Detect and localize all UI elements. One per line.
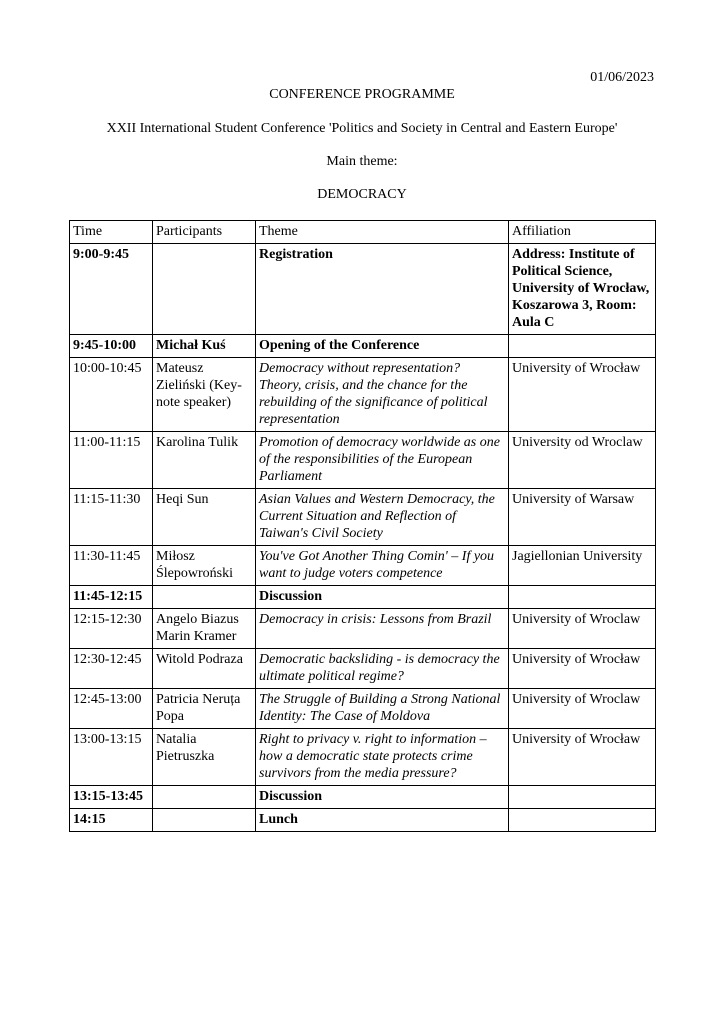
row-time: 14:15 bbox=[70, 809, 153, 832]
table-row bbox=[70, 689, 656, 729]
row-theme: Lunch bbox=[256, 809, 509, 832]
row-affiliation bbox=[509, 586, 656, 609]
row-participants: Patricia Neruța Popa bbox=[153, 689, 256, 729]
row-theme: Registration bbox=[256, 244, 509, 335]
row-theme: Democracy without representation? Theory, crisis, and the chance for the rebuilding of the significance of political representation bbox=[256, 358, 509, 432]
row-time: 9:45-10:00 bbox=[70, 335, 153, 358]
row-time: 13:15-13:45 bbox=[70, 786, 153, 809]
header-participants: Participants bbox=[153, 221, 256, 244]
row-affiliation: University of Wrocław bbox=[509, 729, 656, 786]
row-affiliation: Jagiellonian University bbox=[509, 546, 656, 586]
row-affiliation bbox=[509, 809, 656, 832]
row-theme: The Struggle of Building a Strong National Identity: The Case of Moldova bbox=[256, 689, 509, 729]
document-title: CONFERENCE PROGRAMME bbox=[269, 87, 455, 102]
row-time: 12:15-12:30 bbox=[70, 609, 153, 649]
main-theme-label: Main theme: bbox=[326, 154, 398, 169]
row-participants: Miłosz Ślepowroński bbox=[153, 546, 256, 586]
table-row bbox=[70, 609, 656, 649]
row-theme: Promotion of democracy worldwide as one of the responsibilities of the European Parliament bbox=[256, 432, 509, 489]
row-affiliation: University of Warsaw bbox=[509, 489, 656, 546]
conference-name: XXII International Student Conference 'Politics and Society in Central and Eastern Europe' bbox=[106, 121, 618, 136]
table-row bbox=[70, 432, 656, 489]
row-participants bbox=[153, 786, 256, 809]
row-time: 12:45-13:00 bbox=[70, 689, 153, 729]
row-participants bbox=[153, 809, 256, 832]
row-time: 11:45-12:15 bbox=[70, 586, 153, 609]
table-row bbox=[70, 546, 656, 586]
table-header-row bbox=[70, 221, 656, 244]
header-time: Time bbox=[70, 221, 153, 244]
row-affiliation: University of Wrocław bbox=[509, 358, 656, 432]
row-time: 11:30-11:45 bbox=[70, 546, 153, 586]
row-time: 11:15-11:30 bbox=[70, 489, 153, 546]
row-time: 13:00-13:15 bbox=[70, 729, 153, 786]
row-affiliation bbox=[509, 786, 656, 809]
row-participants bbox=[153, 586, 256, 609]
row-participants bbox=[153, 244, 256, 335]
row-participants: Heqi Sun bbox=[153, 489, 256, 546]
row-time: 12:30-12:45 bbox=[70, 649, 153, 689]
table-row bbox=[70, 335, 656, 358]
main-theme: DEMOCRACY bbox=[317, 187, 407, 202]
row-theme: Democratic backsliding - is democracy the ultimate political regime? bbox=[256, 649, 509, 689]
table-row bbox=[70, 358, 656, 432]
row-affiliation: University of Wrocław bbox=[509, 649, 656, 689]
row-affiliation: University of Wroclaw bbox=[509, 609, 656, 649]
row-time: 9:00-9:45 bbox=[70, 244, 153, 335]
table-row bbox=[70, 244, 656, 335]
row-participants: Karolina Tulik bbox=[153, 432, 256, 489]
table-row bbox=[70, 649, 656, 689]
row-time: 11:00-11:15 bbox=[70, 432, 153, 489]
row-participants: Natalia Pietruszka bbox=[153, 729, 256, 786]
row-participants: Angelo Biazus Marin Kramer bbox=[153, 609, 256, 649]
table-row bbox=[70, 786, 656, 809]
table-row bbox=[70, 489, 656, 546]
row-participants: Michał Kuś bbox=[153, 335, 256, 358]
header-affiliation: Affiliation bbox=[509, 221, 656, 244]
row-participants: Witold Podraza bbox=[153, 649, 256, 689]
row-affiliation: University of Wroclaw bbox=[509, 689, 656, 729]
row-affiliation: Address: Institute of Political Science, University of Wrocław, Koszarowa 3, Room: Aula C bbox=[509, 244, 656, 335]
row-time: 10:00-10:45 bbox=[70, 358, 153, 432]
row-participants: Mateusz Zieliński (Key-note speaker) bbox=[153, 358, 256, 432]
row-theme: Discussion bbox=[256, 586, 509, 609]
header-theme: Theme bbox=[256, 221, 509, 244]
row-affiliation: University od Wroclaw bbox=[509, 432, 656, 489]
row-theme: Discussion bbox=[256, 786, 509, 809]
row-theme: Asian Values and Western Democracy, the Current Situation and Reflection of Taiwan's Civil Society bbox=[256, 489, 509, 546]
table-row bbox=[70, 586, 656, 609]
row-theme: Democracy in crisis: Lessons from Brazil bbox=[256, 609, 509, 649]
table-row bbox=[70, 809, 656, 832]
table-row bbox=[70, 729, 656, 786]
row-theme: Opening of the Conference bbox=[256, 335, 509, 358]
document-date: 01/06/2023 bbox=[590, 70, 654, 85]
programme-table bbox=[69, 220, 656, 832]
row-theme: You've Got Another Thing Comin' – If you want to judge voters competence bbox=[256, 546, 509, 586]
row-theme: Right to privacy v. right to information – how a democratic state protects crime survivors from the media pressure? bbox=[256, 729, 509, 786]
row-affiliation bbox=[509, 335, 656, 358]
